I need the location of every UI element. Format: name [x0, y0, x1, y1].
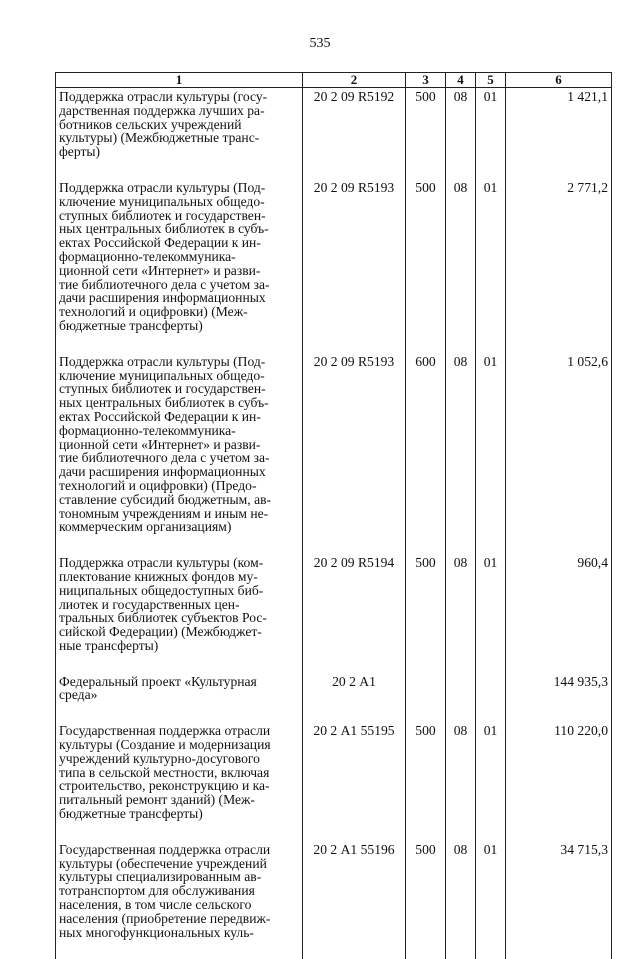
row-expense-type: 500 [406, 179, 446, 353]
table-row [56, 722, 612, 841]
description-line: дачи расширения информационных [59, 465, 300, 479]
header-col-2: 2 [303, 73, 406, 88]
row-subsection: 01 [476, 554, 506, 673]
table-row [56, 179, 612, 353]
description-line: ные трансферты) [59, 639, 300, 653]
row-amount: 110 220,0 [506, 722, 612, 841]
description-line: ферты) [59, 145, 300, 159]
row-amount: 2 771,2 [506, 179, 612, 353]
description-line: культуры) (Межбюджетные транс- [59, 131, 300, 145]
description-line: ниципальных общедоступных биб- [59, 584, 300, 598]
table-header [56, 73, 612, 88]
description-line: дачи расширения информационных [59, 291, 300, 305]
row-amount: 1 421,1 [506, 88, 612, 179]
description-line: культуры специализированным ав- [59, 870, 300, 884]
description-line: питальный ремонт зданий) (Меж- [59, 793, 300, 807]
row-amount: 34 715,3 [506, 841, 612, 959]
table-row [56, 353, 612, 554]
description-line: бюджетные трансферты) [59, 807, 300, 821]
description-line: ных центральных библиотек в субъ- [59, 396, 300, 410]
row-description [56, 88, 303, 179]
row-description [56, 673, 303, 723]
description-line: Федеральный проект «Культурная [59, 675, 300, 689]
row-expense-type: 500 [406, 88, 446, 179]
header-col-1: 1 [56, 73, 303, 88]
row-code: 20 2 09 R5192 [303, 88, 406, 179]
description-line: технологий и оцифровки) (Меж- [59, 305, 300, 319]
description-line: ционной сети «Интернет» и разви- [59, 438, 300, 452]
description-line: культуры (Создание и модернизация [59, 738, 300, 752]
row-section: 08 [446, 841, 476, 959]
description-line: сийской Федерации) (Межбюджет- [59, 625, 300, 639]
description-line: ционной сети «Интернет» и разви- [59, 264, 300, 278]
row-subsection: 01 [476, 353, 506, 554]
description-line: формационно-телекоммуника- [59, 424, 300, 438]
header-col-3: 3 [406, 73, 446, 88]
description-line: ступных библиотек и государствен- [59, 209, 300, 223]
row-code: 20 2 09 R5193 [303, 353, 406, 554]
header-col-6: 6 [506, 73, 612, 88]
description-line: тономным учреждениям и иным не- [59, 507, 300, 521]
row-code: 20 2 09 R5194 [303, 554, 406, 673]
row-code: 20 2 А1 55195 [303, 722, 406, 841]
row-subsection: 01 [476, 722, 506, 841]
table-row [56, 841, 612, 959]
row-code: 20 2 А1 55196 [303, 841, 406, 959]
description-line: плектование книжных фондов му- [59, 570, 300, 584]
row-description [56, 179, 303, 353]
description-line: среда» [59, 688, 300, 702]
description-line: учреждений культурно-досугового [59, 752, 300, 766]
description-line: ставление субсидий бюджетным, ав- [59, 493, 300, 507]
description-line: тие библиотечного дела с учетом за- [59, 278, 300, 292]
row-expense-type: 500 [406, 722, 446, 841]
row-amount: 960,4 [506, 554, 612, 673]
description-line: ступных библиотек и государствен- [59, 382, 300, 396]
row-amount: 144 935,3 [506, 673, 612, 723]
row-expense-type: 500 [406, 554, 446, 673]
description-line: тральных библиотек субъектов Рос- [59, 611, 300, 625]
description-line: культуры (обеспечение учреждений [59, 857, 300, 871]
row-description [56, 841, 303, 959]
row-section: 08 [446, 88, 476, 179]
description-line: Поддержка отрасли культуры (госу- [59, 90, 300, 104]
description-line: Поддержка отрасли культуры (Под- [59, 181, 300, 195]
description-line: ных многофункциональных куль- [59, 926, 300, 940]
description-line: ектах Российской Федерации к ин- [59, 236, 300, 250]
row-code: 20 2 09 R5193 [303, 179, 406, 353]
row-subsection: 01 [476, 841, 506, 959]
row-section: 08 [446, 722, 476, 841]
description-line: ектах Российской Федерации к ин- [59, 410, 300, 424]
description-line: Государственная поддержка отрасли [59, 724, 300, 738]
description-line: формационно-телекоммуника- [59, 250, 300, 264]
row-description [56, 722, 303, 841]
description-line: Государственная поддержка отрасли [59, 843, 300, 857]
header-col-4: 4 [446, 73, 476, 88]
row-section [446, 673, 476, 723]
description-line: бюджетные трансферты) [59, 319, 300, 333]
row-code: 20 2 А1 [303, 673, 406, 723]
description-line: дарственная поддержка лучших ра- [59, 104, 300, 118]
description-line: тие библиотечного дела с учетом за- [59, 451, 300, 465]
table-body [56, 88, 612, 959]
description-line: коммерческим организациям) [59, 520, 300, 534]
description-line: типа в сельской местности, включая [59, 766, 300, 780]
row-expense-type: 600 [406, 353, 446, 554]
header-col-5: 5 [476, 73, 506, 88]
row-description [56, 353, 303, 554]
row-section: 08 [446, 179, 476, 353]
table-row [56, 673, 612, 723]
page-number: 535 [0, 36, 640, 52]
row-description [56, 554, 303, 673]
description-line: технологий и оцифровки) (Предо- [59, 479, 300, 493]
description-line: строительство, реконструкцию и ка- [59, 779, 300, 793]
header-row [56, 73, 612, 88]
row-expense-type: 500 [406, 841, 446, 959]
table-row [56, 554, 612, 673]
row-subsection: 01 [476, 179, 506, 353]
description-line: Поддержка отрасли культуры (ком- [59, 556, 300, 570]
description-line: ботников сельских учреждений [59, 118, 300, 132]
row-amount: 1 052,6 [506, 353, 612, 554]
description-line: лиотек и государственных цен- [59, 598, 300, 612]
description-line: населения, в том числе сельского [59, 898, 300, 912]
row-section: 08 [446, 353, 476, 554]
description-line: тотранспортом для обслуживания [59, 884, 300, 898]
row-expense-type [406, 673, 446, 723]
row-section: 08 [446, 554, 476, 673]
description-line: ключение муниципальных общедо- [59, 369, 300, 383]
budget-table [55, 72, 612, 959]
description-line: Поддержка отрасли культуры (Под- [59, 355, 300, 369]
table-row [56, 88, 612, 179]
description-line: населения (приобретение передвиж- [59, 912, 300, 926]
row-subsection [476, 673, 506, 723]
description-line: ных центральных библиотек в субъ- [59, 222, 300, 236]
row-subsection: 01 [476, 88, 506, 179]
description-line: ключение муниципальных общедо- [59, 195, 300, 209]
